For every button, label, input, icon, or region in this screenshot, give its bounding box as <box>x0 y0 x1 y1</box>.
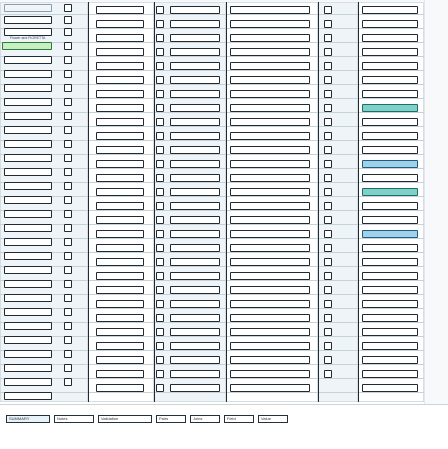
wide-field-cell[interactable] <box>230 202 310 210</box>
row-cell[interactable] <box>4 266 52 274</box>
field-cell[interactable] <box>170 314 220 322</box>
row-checkbox[interactable] <box>64 364 72 372</box>
row-checkbox[interactable] <box>64 322 72 330</box>
row-checkbox[interactable] <box>156 174 164 182</box>
field-cell[interactable] <box>170 188 220 196</box>
row-cell[interactable] <box>4 252 52 260</box>
tab-joins[interactable]: Joins <box>190 415 220 423</box>
row-checkbox[interactable] <box>64 168 72 176</box>
row-checkbox[interactable] <box>156 286 164 294</box>
column-separator <box>88 2 89 402</box>
field-cell[interactable] <box>96 286 144 294</box>
row-checkbox[interactable] <box>324 356 332 364</box>
field-cell[interactable] <box>170 20 220 28</box>
wide-field-cell[interactable] <box>230 230 310 238</box>
row-checkbox[interactable] <box>324 174 332 182</box>
field-cell[interactable] <box>362 216 418 224</box>
row-checkbox[interactable] <box>64 378 72 386</box>
row-checkbox[interactable] <box>324 48 332 56</box>
row-cell[interactable] <box>4 126 52 134</box>
field-cell[interactable] <box>96 20 144 28</box>
row-cell[interactable] <box>4 154 52 162</box>
field-cell[interactable] <box>362 314 418 322</box>
wide-field-cell[interactable] <box>230 62 310 70</box>
field-cell[interactable] <box>96 62 144 70</box>
column-separator <box>226 2 227 402</box>
field-cell[interactable] <box>362 356 418 364</box>
field-cell[interactable] <box>362 76 418 84</box>
row-checkbox[interactable] <box>156 20 164 28</box>
wide-field-cell[interactable] <box>230 160 310 168</box>
tab-summary[interactable]: SUMMARY <box>6 415 50 423</box>
wide-field-cell[interactable] <box>230 272 310 280</box>
row-cell[interactable] <box>4 308 52 316</box>
row-cell[interactable] <box>4 70 52 78</box>
row-checkbox[interactable] <box>64 196 72 204</box>
field-cell[interactable] <box>362 272 418 280</box>
row-cell[interactable] <box>4 280 52 288</box>
row-checkbox[interactable] <box>156 258 164 266</box>
field-cell[interactable] <box>170 384 220 392</box>
tab-pairs[interactable]: Pairs <box>156 415 186 423</box>
row-checkbox[interactable] <box>156 76 164 84</box>
row-checkbox[interactable] <box>64 182 72 190</box>
row-checkbox[interactable] <box>156 328 164 336</box>
field-cell[interactable] <box>96 272 144 280</box>
field-cell[interactable] <box>362 90 418 98</box>
field-cell[interactable] <box>96 34 144 42</box>
column-separator <box>318 2 319 402</box>
field-cell[interactable] <box>362 370 418 378</box>
row-checkbox[interactable] <box>64 140 72 148</box>
row-cell[interactable] <box>4 182 52 190</box>
wide-field-cell[interactable] <box>230 34 310 42</box>
field-cell[interactable] <box>96 104 144 112</box>
field-cell[interactable] <box>170 76 220 84</box>
row-checkbox[interactable] <box>324 314 332 322</box>
row-cell[interactable] <box>4 392 52 400</box>
column-separator <box>358 2 359 402</box>
wide-field-cell[interactable] <box>230 90 310 98</box>
field-cell[interactable] <box>170 6 220 14</box>
row-checkbox[interactable] <box>156 230 164 238</box>
row-cell[interactable] <box>4 112 52 120</box>
field-cell[interactable] <box>170 146 220 154</box>
wide-field-cell[interactable] <box>230 300 310 308</box>
field-cell[interactable] <box>170 174 220 182</box>
row-cell[interactable] <box>4 168 52 176</box>
field-cell[interactable] <box>96 244 144 252</box>
field-cell[interactable] <box>170 342 220 350</box>
row-checkbox[interactable] <box>156 202 164 210</box>
field-cell[interactable] <box>170 328 220 336</box>
field-cell[interactable] <box>170 132 220 140</box>
row-cell[interactable] <box>4 140 52 148</box>
tab-field[interactable]: Field <box>224 415 254 423</box>
row-cell[interactable] <box>4 378 52 386</box>
wide-field-cell[interactable] <box>230 104 310 112</box>
field-cell[interactable] <box>362 244 418 252</box>
row-checkbox[interactable] <box>324 104 332 112</box>
wide-field-cell[interactable] <box>230 146 310 154</box>
row-checkbox[interactable] <box>324 146 332 154</box>
row-checkbox[interactable] <box>64 294 72 302</box>
row-checkbox[interactable] <box>324 202 332 210</box>
field-cell[interactable] <box>170 90 220 98</box>
field-cell[interactable] <box>96 216 144 224</box>
row-checkbox[interactable] <box>64 98 72 106</box>
field-cell[interactable] <box>362 258 418 266</box>
tab-value[interactable]: Value <box>258 415 288 423</box>
row-checkbox[interactable] <box>156 300 164 308</box>
row-checkbox[interactable] <box>156 90 164 98</box>
row-cell[interactable] <box>4 224 52 232</box>
wide-field-cell[interactable] <box>230 174 310 182</box>
wide-field-cell[interactable] <box>230 188 310 196</box>
row-checkbox[interactable] <box>64 350 72 358</box>
row-checkbox[interactable] <box>156 6 164 14</box>
highlighted-field-cell[interactable] <box>362 188 418 196</box>
row-checkbox[interactable] <box>64 16 72 24</box>
field-cell[interactable] <box>96 6 144 14</box>
field-cell[interactable] <box>170 258 220 266</box>
row-divider <box>0 14 424 15</box>
row-checkbox[interactable] <box>64 28 72 36</box>
row-divider <box>0 392 424 393</box>
row-checkbox[interactable] <box>324 20 332 28</box>
row-cell[interactable] <box>4 350 52 358</box>
row-cell[interactable] <box>4 16 52 24</box>
wide-field-cell[interactable] <box>230 244 310 252</box>
row-cell-highlight[interactable] <box>2 42 52 50</box>
row-checkbox[interactable] <box>324 188 332 196</box>
row-checkbox[interactable] <box>324 230 332 238</box>
row-checkbox[interactable] <box>324 328 332 336</box>
field-cell[interactable] <box>96 230 144 238</box>
row-checkbox[interactable] <box>324 300 332 308</box>
field-cell[interactable] <box>96 314 144 322</box>
field-cell[interactable] <box>170 34 220 42</box>
row-checkbox[interactable] <box>64 112 72 120</box>
field-cell[interactable] <box>170 286 220 294</box>
sheet-tab-bar <box>0 404 448 449</box>
row-cell[interactable] <box>4 98 52 106</box>
field-cell[interactable] <box>170 160 220 168</box>
row-checkbox[interactable] <box>324 160 332 168</box>
highlighted-field-cell[interactable] <box>362 104 418 112</box>
row-checkbox[interactable] <box>156 48 164 56</box>
row-checkbox[interactable] <box>64 56 72 64</box>
row-checkbox[interactable] <box>156 118 164 126</box>
field-cell[interactable] <box>96 160 144 168</box>
row-checkbox[interactable] <box>64 210 72 218</box>
row-checkbox[interactable] <box>324 244 332 252</box>
row-checkbox[interactable] <box>156 188 164 196</box>
field-cell[interactable] <box>96 300 144 308</box>
row-checkbox[interactable] <box>324 132 332 140</box>
field-cell[interactable] <box>170 272 220 280</box>
field-cell[interactable] <box>170 202 220 210</box>
field-cell[interactable] <box>362 34 418 42</box>
column-header-title: Flower and FIORETTA <box>10 36 46 40</box>
field-cell[interactable] <box>362 20 418 28</box>
row-checkbox[interactable] <box>156 132 164 140</box>
row-cell[interactable] <box>4 56 52 64</box>
wide-field-cell[interactable] <box>230 356 310 364</box>
row-checkbox[interactable] <box>324 258 332 266</box>
row-checkbox[interactable] <box>64 336 72 344</box>
row-checkbox[interactable] <box>324 76 332 84</box>
field-cell[interactable] <box>170 230 220 238</box>
wide-field-cell[interactable] <box>230 48 310 56</box>
row-checkbox[interactable] <box>324 118 332 126</box>
field-cell[interactable] <box>96 76 144 84</box>
field-cell[interactable] <box>170 244 220 252</box>
wide-field-cell[interactable] <box>230 118 310 126</box>
row-checkbox[interactable] <box>156 244 164 252</box>
field-cell[interactable] <box>96 356 144 364</box>
row-checkbox[interactable] <box>324 272 332 280</box>
row-checkbox[interactable] <box>156 62 164 70</box>
row-cell[interactable] <box>4 84 52 92</box>
field-cell[interactable] <box>362 328 418 336</box>
row-cell[interactable] <box>4 322 52 330</box>
wide-field-cell[interactable] <box>230 216 310 224</box>
wide-field-cell[interactable] <box>230 328 310 336</box>
tab-validation[interactable]: Validation <box>98 415 152 423</box>
row-checkbox[interactable] <box>64 4 72 12</box>
field-cell[interactable] <box>96 146 144 154</box>
field-cell[interactable] <box>96 48 144 56</box>
field-cell[interactable] <box>170 104 220 112</box>
row-checkbox[interactable] <box>324 286 332 294</box>
row-checkbox[interactable] <box>324 216 332 224</box>
row-checkbox[interactable] <box>156 160 164 168</box>
row-checkbox[interactable] <box>156 356 164 364</box>
row-checkbox[interactable] <box>324 62 332 70</box>
tab-notes[interactable]: Notes <box>54 415 94 423</box>
row-checkbox[interactable] <box>64 308 72 316</box>
field-cell[interactable] <box>362 342 418 350</box>
field-cell[interactable] <box>362 62 418 70</box>
field-cell[interactable] <box>96 328 144 336</box>
field-cell[interactable] <box>96 258 144 266</box>
field-cell[interactable] <box>362 6 418 14</box>
field-cell[interactable] <box>96 188 144 196</box>
field-cell[interactable] <box>170 356 220 364</box>
field-cell[interactable] <box>170 62 220 70</box>
row-checkbox[interactable] <box>64 42 72 50</box>
wide-field-cell[interactable] <box>230 76 310 84</box>
field-cell[interactable] <box>362 146 418 154</box>
wide-field-cell[interactable] <box>230 370 310 378</box>
wide-field-cell[interactable] <box>230 20 310 28</box>
row-cell[interactable] <box>4 294 52 302</box>
highlighted-field-cell[interactable] <box>362 160 418 168</box>
row-checkbox[interactable] <box>64 84 72 92</box>
row-checkbox[interactable] <box>156 216 164 224</box>
field-cell[interactable] <box>362 132 418 140</box>
wide-field-cell[interactable] <box>230 342 310 350</box>
row-checkbox[interactable] <box>64 252 72 260</box>
row-checkbox[interactable] <box>64 280 72 288</box>
field-cell[interactable] <box>96 342 144 350</box>
row-checkbox[interactable] <box>324 90 332 98</box>
row-checkbox[interactable] <box>64 238 72 246</box>
field-cell[interactable] <box>96 370 144 378</box>
field-cell[interactable] <box>170 118 220 126</box>
field-cell[interactable] <box>96 384 144 392</box>
row-checkbox[interactable] <box>64 70 72 78</box>
wide-field-cell[interactable] <box>230 286 310 294</box>
row-checkbox[interactable] <box>156 146 164 154</box>
row-cell[interactable] <box>4 210 52 218</box>
row-cell[interactable] <box>4 4 52 12</box>
row-checkbox[interactable] <box>156 272 164 280</box>
field-cell[interactable] <box>170 48 220 56</box>
column-separator <box>154 2 155 402</box>
row-checkbox[interactable] <box>156 370 164 378</box>
row-checkbox[interactable] <box>64 126 72 134</box>
row-checkbox[interactable] <box>324 34 332 42</box>
highlighted-field-cell[interactable] <box>362 230 418 238</box>
field-cell[interactable] <box>362 286 418 294</box>
row-cell[interactable] <box>4 364 52 372</box>
row-cell[interactable] <box>4 238 52 246</box>
field-cell[interactable] <box>362 300 418 308</box>
field-cell[interactable] <box>362 174 418 182</box>
wide-field-cell[interactable] <box>230 314 310 322</box>
row-cell[interactable] <box>4 196 52 204</box>
row-checkbox[interactable] <box>156 104 164 112</box>
row-checkbox[interactable] <box>156 314 164 322</box>
row-checkbox[interactable] <box>64 266 72 274</box>
field-cell[interactable] <box>96 132 144 140</box>
field-cell[interactable] <box>362 202 418 210</box>
wide-field-cell[interactable] <box>230 132 310 140</box>
wide-field-cell[interactable] <box>230 6 310 14</box>
field-cell[interactable] <box>170 300 220 308</box>
field-cell[interactable] <box>96 174 144 182</box>
field-cell[interactable] <box>362 48 418 56</box>
row-checkbox[interactable] <box>324 370 332 378</box>
row-checkbox[interactable] <box>64 154 72 162</box>
field-cell[interactable] <box>362 384 418 392</box>
wide-field-cell[interactable] <box>230 384 310 392</box>
field-cell[interactable] <box>96 118 144 126</box>
wide-field-cell[interactable] <box>230 258 310 266</box>
field-cell[interactable] <box>170 370 220 378</box>
row-cell[interactable] <box>4 28 52 36</box>
field-cell[interactable] <box>170 216 220 224</box>
row-checkbox[interactable] <box>324 342 332 350</box>
row-checkbox[interactable] <box>324 6 332 14</box>
row-checkbox[interactable] <box>156 342 164 350</box>
right-margin <box>424 0 448 448</box>
row-checkbox[interactable] <box>156 34 164 42</box>
field-cell[interactable] <box>96 90 144 98</box>
field-cell[interactable] <box>96 202 144 210</box>
field-cell[interactable] <box>362 118 418 126</box>
row-checkbox[interactable] <box>156 384 164 392</box>
row-cell[interactable] <box>4 336 52 344</box>
row-checkbox[interactable] <box>64 224 72 232</box>
